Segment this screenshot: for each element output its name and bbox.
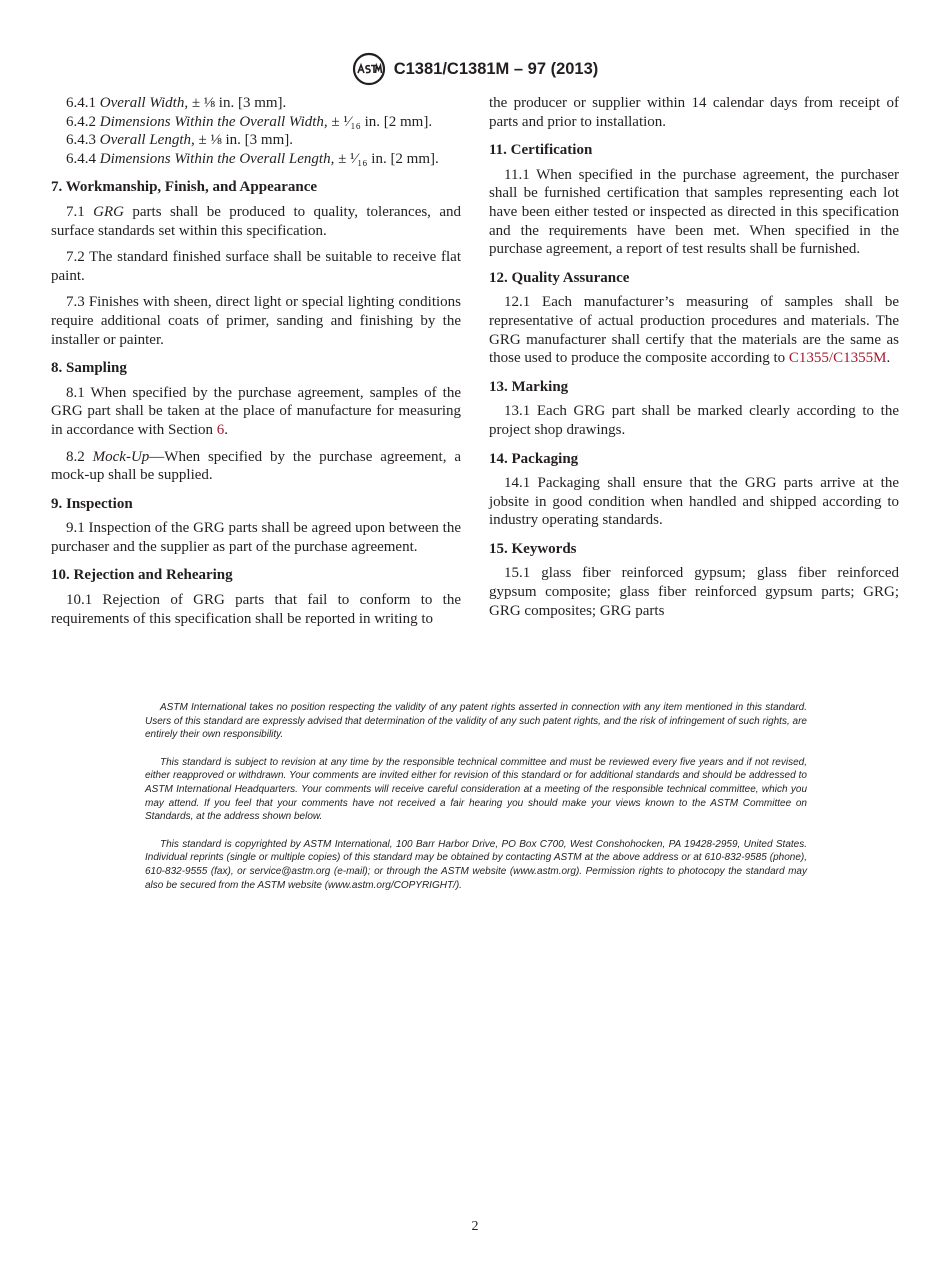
heading-section-13: 13. Marking [489, 378, 569, 395]
section-6-4-2: 6.4.2 Dimensions Within the Overall Width, ± ¹⁄₁₆ in. [2 mm]. [66, 113, 433, 130]
paragraph-8-1: 8.1 When specified by the purchase agreement, samples of the GRG part shall be taken at the place of manufacture for measuring in accordance with Section 6. [51, 384, 461, 438]
right-column [489, 94, 899, 628]
paragraph-7-2: 7.2 The standard finished surface shall be suitable to receive flat paint. [51, 249, 461, 284]
section-6-link[interactable]: 6 [216, 421, 225, 438]
paragraph-9-1: 9.1 Inspection of the GRG parts shall be agreed upon between the purchaser and the supplier as part of the purchase agreement. [51, 520, 461, 555]
paragraph-14-1: 14.1 Packaging shall ensure that the GRG parts arrive at the jobsite in good condition when handled and shipped according to industry operating standards. [489, 475, 899, 529]
astm-logo-icon [352, 52, 386, 86]
paragraph-10-1: 10.1 Rejection of GRG parts that fail to conform to the requirements of this specification shall be reported in writing to [51, 592, 461, 627]
heading-section-8: 8. Sampling [51, 360, 127, 377]
paragraph-13-1: 13.1 Each GRG part shall be marked clearly according to the project shop drawings. [489, 403, 899, 438]
heading-section-10: 10. Rejection and Rehearing [51, 567, 233, 584]
left-column [51, 94, 461, 636]
heading-section-12: 12. Quality Assurance [489, 269, 630, 286]
section-6-4-1: 6.4.1 Overall Width, ± ⅛ in. [3 mm]. [66, 95, 287, 111]
copyright-notice: This standard is copyrighted by ASTM International, 100 Barr Harbor Drive, PO Box C700, West Conshohocken, PA 19428-2959, United States. Individual reprints (single or multiple copies) of this standard may be obtained by contacting ASTM at the above address or at 610-832-9585 (phone), 610-832-9555 (fax), or service@astm.org (e-mail); or through the ASTM website (www.astm.org). Permission rights to photocopy the standard may also be secured from the ASTM website (www.astm.org/COPYRIGHT/). [145, 838, 807, 891]
heading-section-15: 15. Keywords [489, 540, 577, 557]
paragraph-8-2: 8.2 Mock-Up—When specified by the purchase agreement, a mock-up shall be supplied. [51, 448, 462, 484]
legal-footer [145, 701, 807, 906]
page-header [0, 52, 950, 86]
paragraph-7-1: 7.1 GRG parts shall be produced to quality, tolerances, and surface standards set within this specification. [51, 203, 461, 239]
section-6-4-4: 6.4.4 Dimensions Within the Overall Length, ± ¹⁄₁₆ in. [2 mm]. [66, 150, 439, 167]
paragraph-10-1-continued: the producer or supplier within 14 calendar days from receipt of parts and prior to installation. [489, 95, 899, 130]
paragraph-11-1: 11.1 When specified in the purchase agreement, the purchaser shall be furnished certification that samples representing each lot have been either tested or inspected as directed in this specification and the requirements have been met. When specified in the purchase agreement, a report of test results shall be furnished. [489, 166, 899, 258]
page-number: 2 [471, 1219, 479, 1234]
document-designation: C1381/C1381M – 97 (2013) [393, 59, 599, 78]
paragraph-15-1: 15.1 glass fiber reinforced gypsum; glass fiber reinforced gypsum composite; glass fiber reinforced gypsum parts; GRG; GRG composites; GRG parts [489, 565, 899, 619]
patent-notice: ASTM International takes no position respecting the validity of any patent rights asserted in connection with any item mentioned in this standard. Users of this standard are expressly advised that determination of the validity of any such patent rights, and the risk of infringement of such rights, are entirely their own responsibility. [145, 702, 807, 741]
heading-section-14: 14. Packaging [489, 450, 579, 467]
heading-section-11: 11. Certification [489, 142, 593, 159]
paragraph-12-1: 12.1 Each manufacturer’s measuring of samples shall be representative of actual production procedures and materials. The GRG manufacturer shall certify that the materials are the same as those used to produce the composite according to C1355/C1355M. [489, 294, 899, 367]
paragraph-7-3: 7.3 Finishes with sheen, direct light or special lighting conditions require additional coats of primer, sanding and finishing by the installer or painter. [51, 294, 461, 348]
revision-notice: This standard is subject to revision at any time by the responsible technical committee and must be reviewed every five years and if not revised, either reapproved or withdrawn. Your comments are invited either for revision of this standard or for additional standards and should be addressed to ASTM International Headquarters. Your comments will receive careful consideration at a meeting of the responsible technical committee, which you may attend. If you feel that your comments have not received a fair hearing you should make your views known to the ASTM Committee on Standards, at the address shown below. [145, 756, 807, 823]
heading-section-9: 9. Inspection [51, 495, 133, 512]
section-6-4-3: 6.4.3 Overall Length, ± ⅛ in. [3 mm]. [66, 132, 293, 149]
heading-section-7: 7. Workmanship, Finish, and Appearance [51, 179, 318, 196]
c1355-reference-link[interactable]: C1355/C1355M [788, 350, 887, 367]
